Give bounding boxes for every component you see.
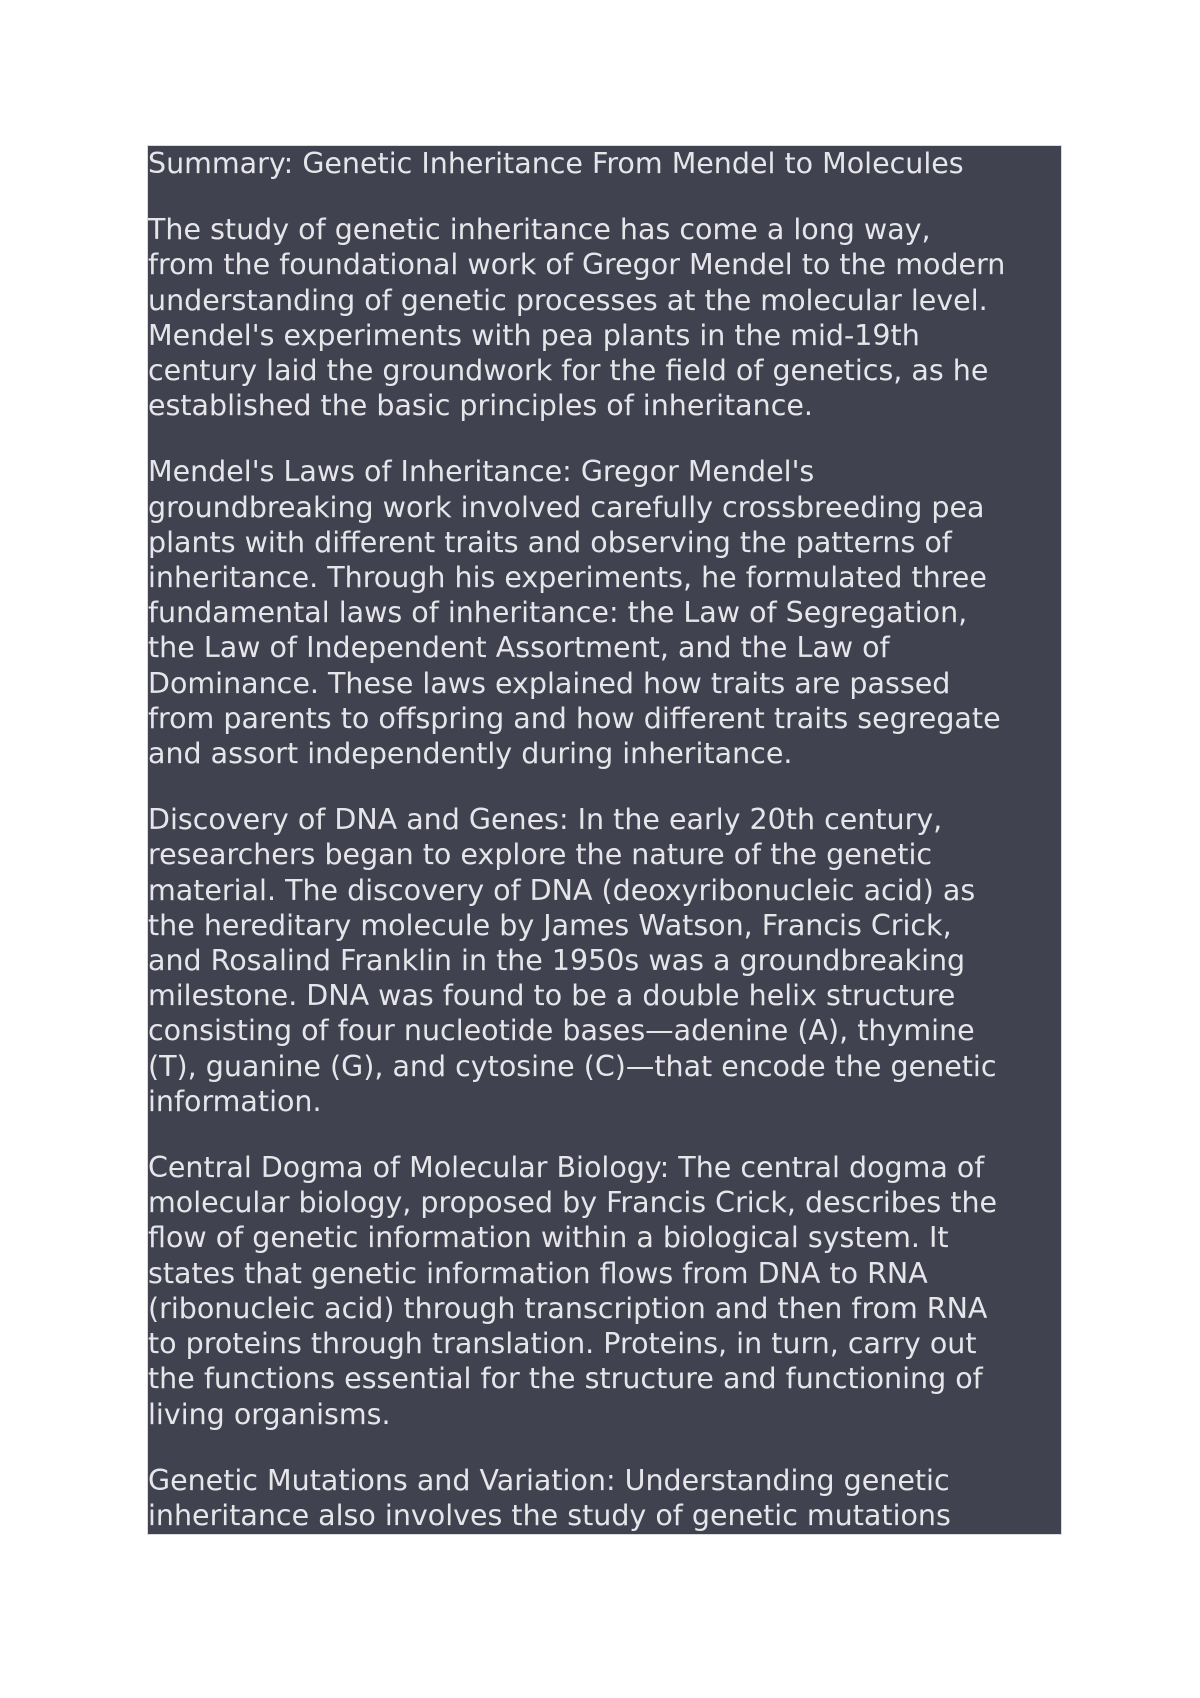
paragraph-line: Central Dogma of Molecular Biology: The central dogma of bbox=[148, 1151, 985, 1185]
paragraph-line: plants with different traits and observing the patterns of bbox=[148, 525, 952, 559]
document-title: Summary: Genetic Inheritance From Mendel to Molecules bbox=[148, 147, 964, 180]
paragraph bbox=[148, 802, 1061, 1119]
paragraph-line: (ribonucleic acid) through transcription and then from RNA bbox=[148, 1291, 988, 1325]
paragraph-line: Genetic Mutations and Variation: Understanding genetic bbox=[148, 1463, 950, 1497]
paragraph-line: material. The discovery of DNA (deoxyribonucleic acid) as bbox=[148, 873, 976, 907]
paragraph-line: Dominance. These laws explained how traits are passed bbox=[148, 666, 951, 700]
paragraph-line: milestone. DNA was found to be a double helix structure bbox=[148, 979, 956, 1013]
paragraph-line: and Rosalind Franklin in the 1950s was a groundbreaking bbox=[148, 944, 966, 978]
paragraph-line: living organisms. bbox=[148, 1397, 391, 1431]
paragraph-line: researchers began to explore the nature of the genetic bbox=[148, 838, 933, 872]
paragraph-line: The study of genetic inheritance has come a long way, bbox=[148, 213, 931, 247]
paragraph-line: groundbreaking work involved carefully crossbreeding pea bbox=[148, 490, 985, 524]
paragraph-line: Mendel's experiments with pea plants in the mid-19th bbox=[148, 318, 920, 352]
paragraph-line: information. bbox=[148, 1084, 322, 1118]
paragraph-line: Mendel's Laws of Inheritance: Gregor Mendel's bbox=[148, 455, 815, 489]
text-box bbox=[147, 145, 1062, 1535]
paragraph-line: flow of genetic information within a biological system. It bbox=[148, 1221, 949, 1255]
paragraph-line: the hereditary molecule by James Watson, Francis Crick, bbox=[148, 908, 952, 942]
paragraph bbox=[148, 454, 1061, 771]
paragraphs bbox=[148, 212, 1061, 1533]
paragraph-line: and assort independently during inheritance. bbox=[148, 737, 793, 771]
paragraph-line: understanding of genetic processes at the molecular level. bbox=[148, 283, 988, 317]
paragraph-line: the Law of Independent Assortment, and the Law of bbox=[148, 631, 890, 665]
paragraph-line: century laid the groundwork for the field of genetics, as he bbox=[148, 354, 989, 388]
paragraph-line: from parents to offspring and how different traits segregate bbox=[148, 701, 1001, 735]
paragraph-line: states that genetic information flows from DNA to RNA bbox=[148, 1256, 928, 1290]
paragraph-line: from the foundational work of Gregor Mendel to the modern bbox=[148, 248, 1006, 282]
paragraph-line: molecular biology, proposed by Francis Crick, describes the bbox=[148, 1186, 998, 1220]
paragraph-line: inheritance. Through his experiments, he formulated three bbox=[148, 561, 987, 595]
paragraph-line: inheritance also involves the study of genetic mutations bbox=[148, 1498, 951, 1532]
paragraph-line: fundamental laws of inheritance: the Law of Segregation, bbox=[148, 596, 968, 630]
paragraph-line: Discovery of DNA and Genes: In the early 20th century, bbox=[148, 803, 943, 837]
paragraph-line: consisting of four nucleotide bases—adenine (A), thymine bbox=[148, 1014, 975, 1048]
paragraph-line: (T), guanine (G), and cytosine (C)—that encode the genetic bbox=[148, 1049, 997, 1083]
paragraph bbox=[148, 1150, 1061, 1432]
paragraph bbox=[148, 1463, 1061, 1533]
paragraph bbox=[148, 212, 1061, 423]
paragraph-line: the functions essential for the structure and functioning of bbox=[148, 1362, 983, 1396]
paragraph-line: to proteins through translation. Proteins, in turn, carry out bbox=[148, 1327, 977, 1361]
paragraph-line: established the basic principles of inheritance. bbox=[148, 389, 813, 423]
